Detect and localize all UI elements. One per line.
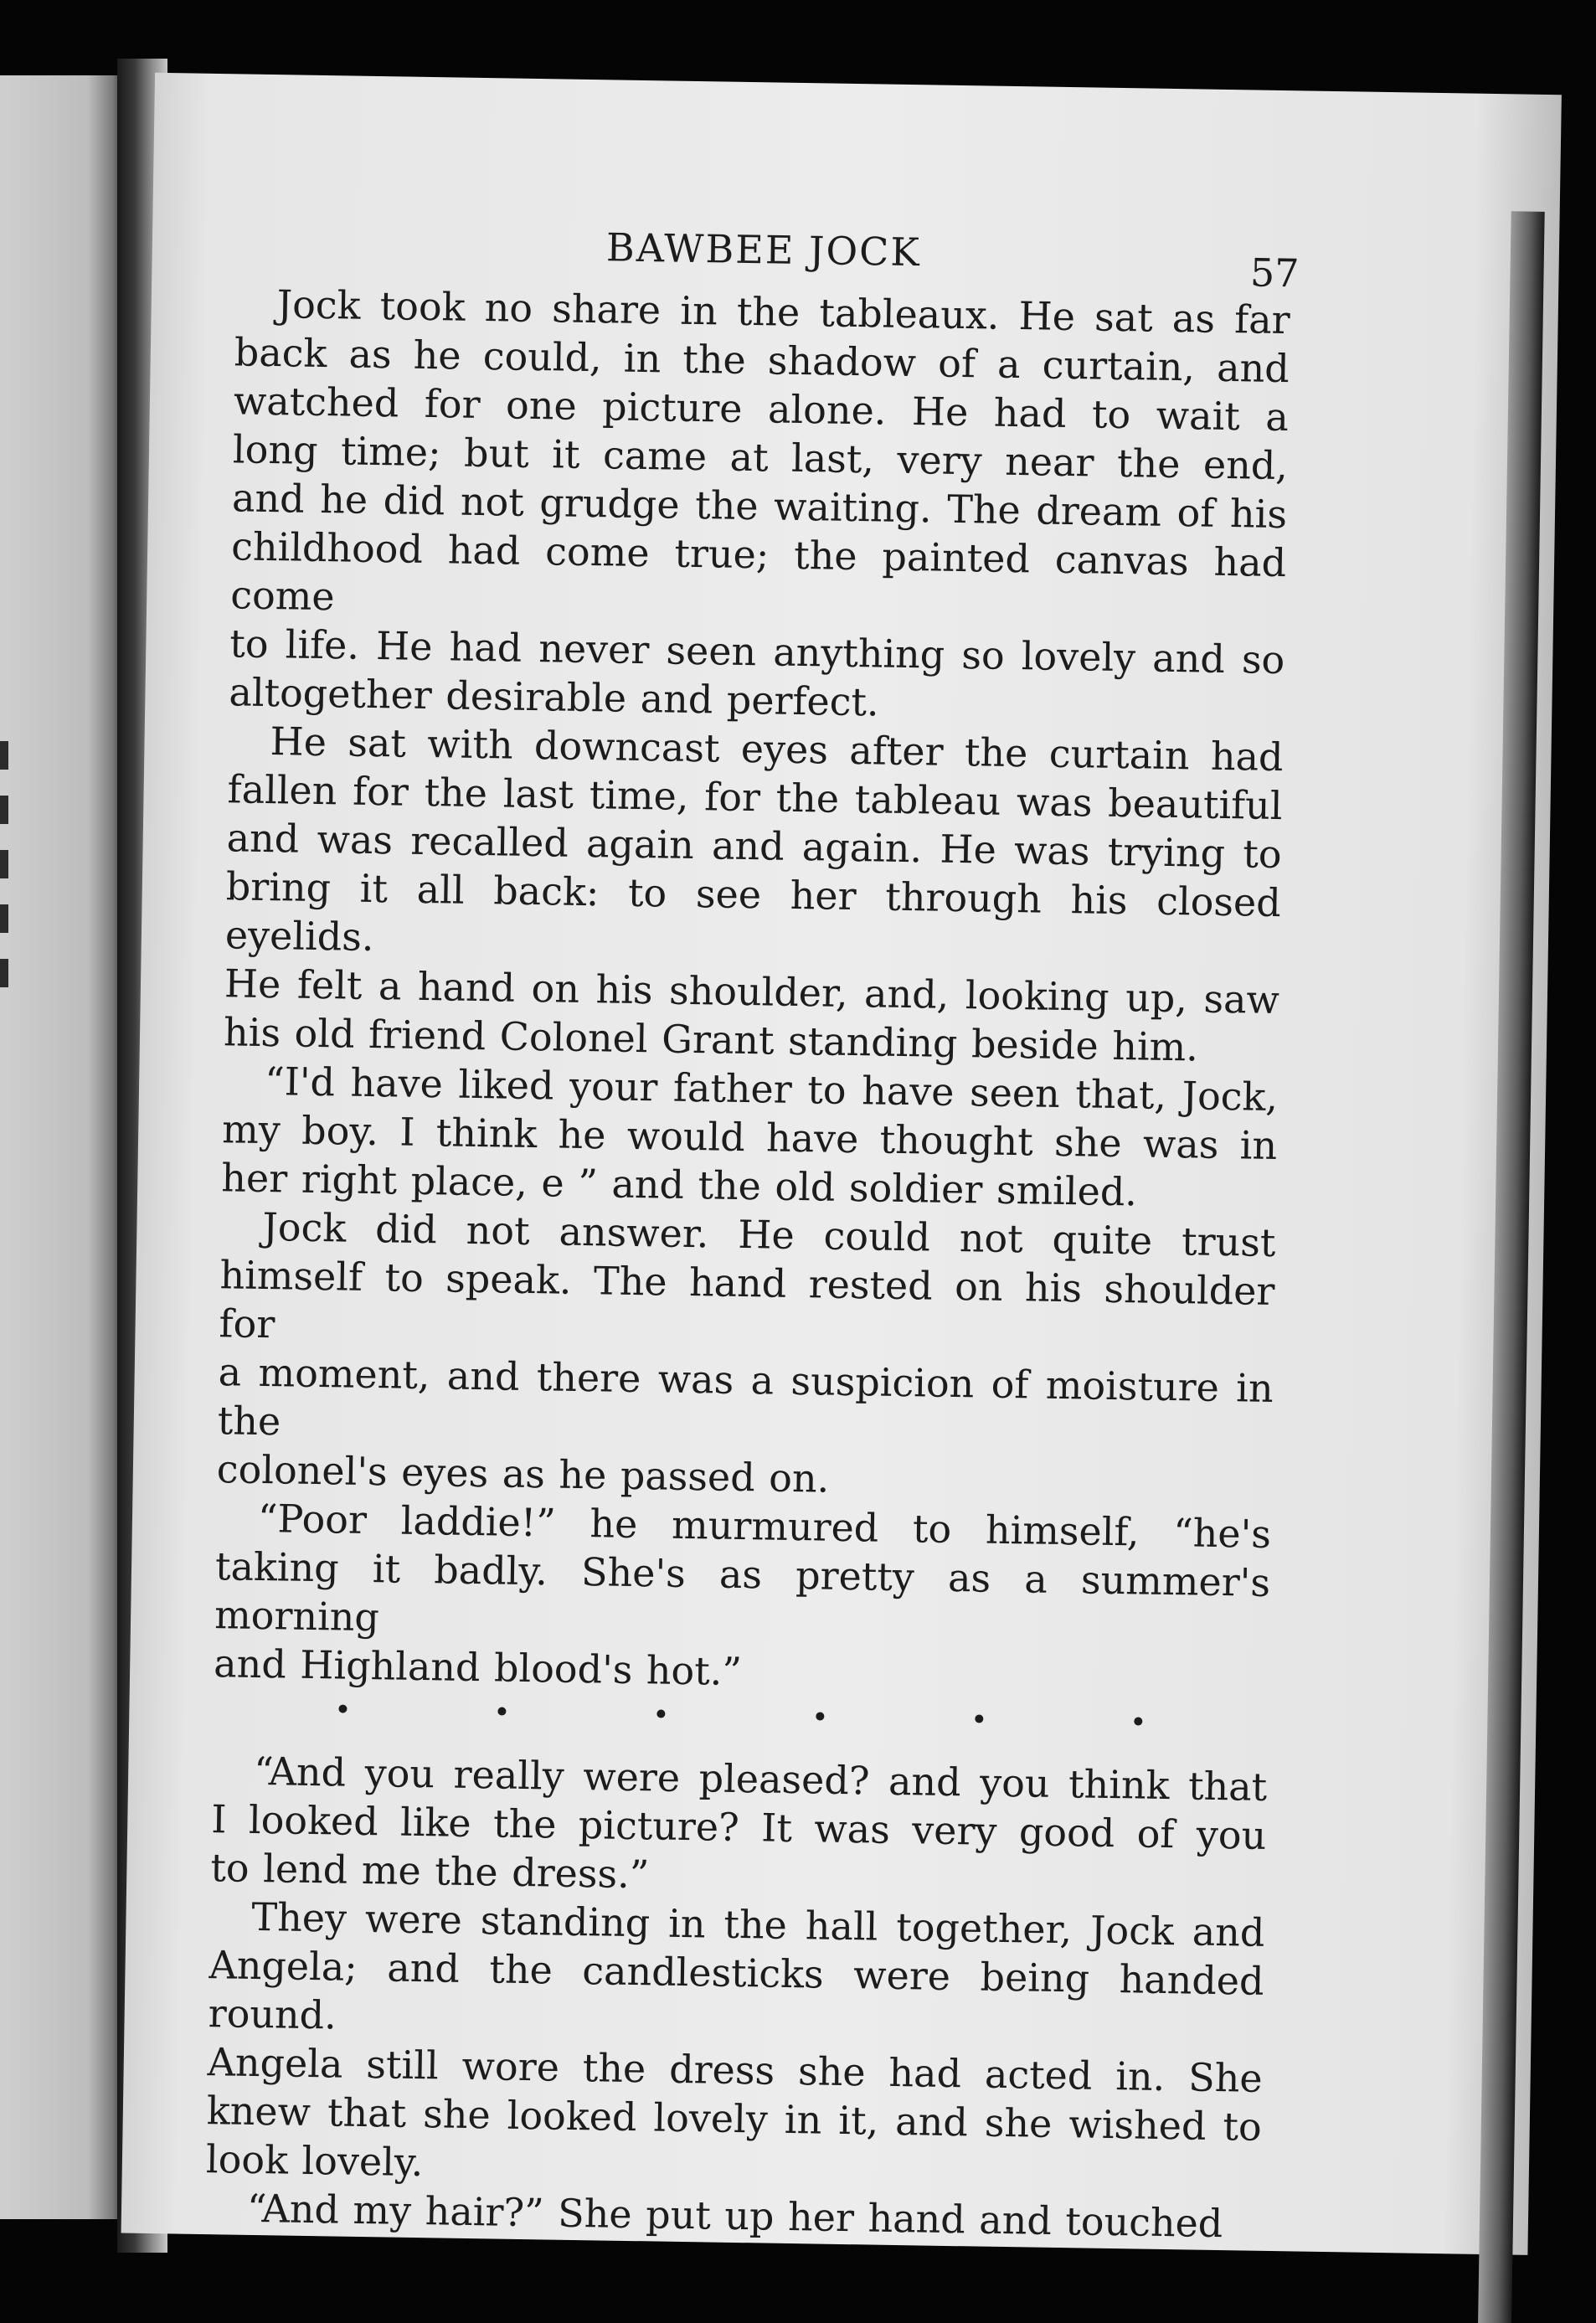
text-line: a moment, and there was a suspicion of moisture in the: [217, 1349, 1274, 1445]
paragraph: [229, 279, 1290, 733]
text-line: childhood had come true; the painted canvas had come: [229, 523, 1287, 620]
text-line: “Poor laddie!” he murmured to himself, “he's: [257, 1495, 1272, 1557]
text-line: look lovely.: [205, 2136, 424, 2186]
facing-page-mark: [0, 959, 8, 987]
text-line: himself to speak. The hand rested on his shoulder for: [219, 1252, 1275, 1347]
facing-page-mark: [0, 904, 8, 933]
text-line: to life. He had never seen anything so lovely and so: [229, 621, 1285, 683]
text-line: and he did not grudge the waiting. The dream of his: [231, 475, 1288, 538]
text-line: and Highland blood's hot.”: [213, 1641, 743, 1695]
text-line: long time; but it came at last, very near the end,: [232, 426, 1289, 489]
text-line: Angela; and the candlesticks were being handed round.: [208, 1942, 1264, 2038]
page-right-edge: [1478, 211, 1545, 2323]
paragraphs-section-2: [205, 1746, 1268, 2248]
paragraph: [221, 1056, 1279, 1218]
text-line: bring it all back: to see her through his closed eyelids.: [224, 863, 1282, 961]
text-line: fallen for the last time, for the tableau was beautiful: [227, 766, 1283, 829]
text-line: He sat with downcast eyes after the curtain had: [270, 719, 1284, 780]
text-line: my boy. I think he would have thought she was in: [221, 1106, 1278, 1169]
section-break-dot: [338, 1704, 347, 1713]
text-line: “I'd have liked your father to have seen that, Jock,: [264, 1058, 1279, 1120]
text-line: knew that she looked lovely in it, and she wished to: [206, 2088, 1263, 2150]
facing-page-edge: [0, 75, 126, 2219]
text-line: her right place, e ” and the old soldier smiled.: [220, 1155, 1138, 1215]
paragraph: [214, 1493, 1271, 1704]
paragraphs-section-1: [214, 279, 1290, 1704]
paragraph: [210, 1746, 1268, 1908]
text-line: Jock did not answer. He could not quite trust: [262, 1203, 1276, 1265]
section-break-dot: [656, 1709, 665, 1718]
text-line: colonel's eyes as he passed on.: [216, 1446, 830, 1501]
facing-page-mark: [0, 741, 8, 770]
paragraph: [224, 716, 1284, 1073]
page-text-block: [205, 212, 1300, 2248]
text-line: his old friend Colonel Grant standing beside him.: [223, 1009, 1199, 1070]
facing-page-mark: [0, 850, 8, 878]
page-number: 57: [1249, 250, 1300, 296]
text-line: “And you really were pleased? and you think that: [253, 1748, 1268, 1810]
paragraph: [206, 1892, 1265, 2200]
section-break-dot: [1134, 1717, 1142, 1725]
book-page: [121, 73, 1562, 2255]
text-line: taking it badly. She's as pretty as a summer's morning: [214, 1543, 1271, 1641]
text-line: Jock took no share in the tableaux. He sat as far: [276, 281, 1291, 343]
text-line: altogether desirable and perfect.: [229, 669, 880, 725]
section-break-dot: [975, 1714, 983, 1723]
text-line: back as he could, in the shadow of a curtain, and: [234, 329, 1290, 392]
text-line: and was recalled again and again. He was trying to: [226, 815, 1283, 878]
facing-page-mark: [0, 796, 8, 824]
running-title: BAWBEE JOCK: [605, 224, 922, 276]
text-line: He felt a hand on his shoulder, and, looking up, saw: [224, 961, 1280, 1023]
text-line: to lend me the dress.”: [210, 1845, 650, 1898]
text-line: watched for one picture alone. He had to wait a: [233, 378, 1290, 440]
text-line: “And my hair?” She put up her hand and touched: [246, 2185, 1223, 2247]
text-line: I looked like the picture? It was very good of you: [210, 1796, 1267, 1858]
section-break-dot: [816, 1712, 824, 1720]
paragraph: [216, 1202, 1275, 1510]
text-line: Angela still wore the dress she had acted in. She: [207, 2039, 1264, 2101]
text-line: They were standing in the hall together, Jock and: [251, 1893, 1265, 1955]
section-break-dot: [497, 1707, 506, 1715]
